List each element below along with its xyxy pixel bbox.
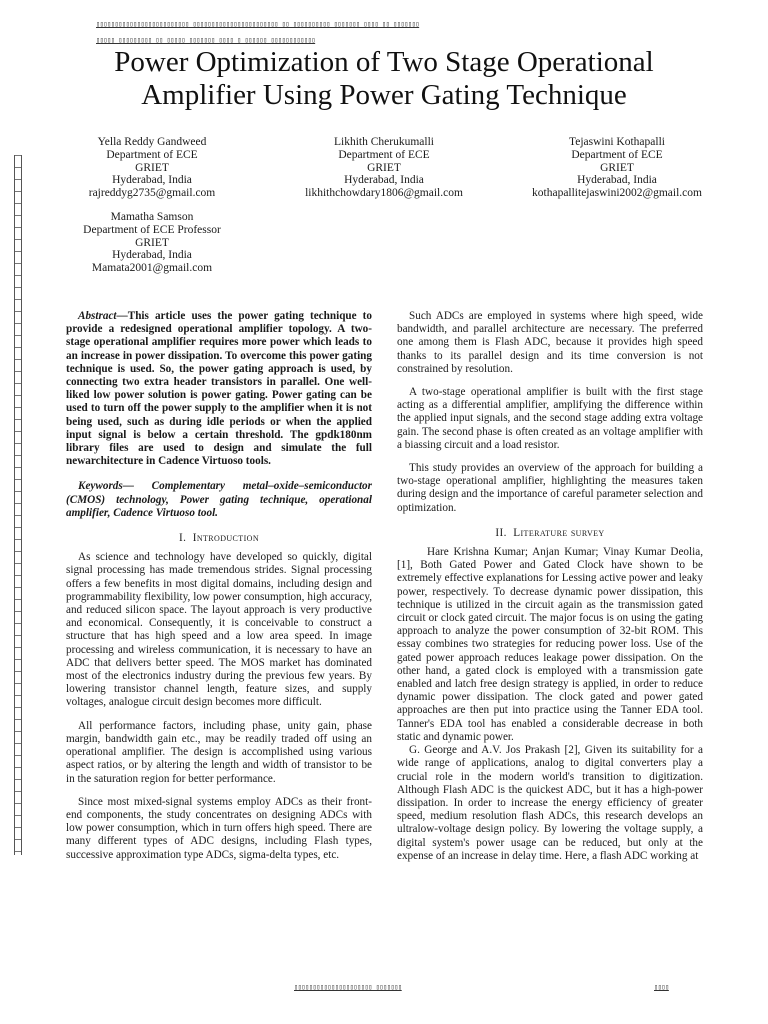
conference-header-line-2: ▯▯▯▯▯ ▯▯▯▯▯▯▯▯▯ ▯▯ ▯▯▯▯▯ ▯▯▯▯▯▯▯ ▯▯▯▯ ▯ ▯▯▯▯▯▯ ▯▯▯▯▯▯▯▯▯▯▯▯ <box>96 36 316 44</box>
author-email: kothapallitejaswini2002@gmail.com <box>532 187 702 200</box>
section-number: II. <box>495 526 507 539</box>
author-name: Likhith Cherukumalli <box>334 136 434 148</box>
author-email: Mamata2001@gmail.com <box>91 262 213 275</box>
abstract <box>66 310 372 468</box>
paragraph: As science and technology have developed so quickly, digital signal processing has made tremendous strides. Signal processing offers a few benefits in most digital domains, including design and programmability flexibility, low power consumption, high accuracy, and reduced silicon space. The layout approach is very productive and economical. Consequently, it is conceivable to construct a structure that has high speed and a low area speed. In image processing and wireless communication, it is necessary to have an ADC that delivers better speed. The MOS market has dominated most of the electronics industry during the previous few years. By lowering transistor channel length, feature sizes, and supply voltages, analogue circuit design becomes more difficult. <box>66 551 372 709</box>
author-institution: GRIET <box>367 161 401 174</box>
abstract-text: —This article uses the power gating technique to provide a redesigned operational amplifier topology. A two-stage operational amplifier requires more power which leads to an increase in power dissipation. To overcome this power gating technique is used. So, the power gating approach is used, by connecting two extra header transistors in parallel. One well-liked low power solution is power gating. Power gating can be used to turn off the power supply to the amplifier when it is not being used, such as during idle periods or when the applied input signal is below a certain threshold. The gpdk180nm library files are used to design and simulate the full newarchitecture in Cadence Virtuoso tools. <box>66 310 372 468</box>
paragraph: This study provides an overview of the approach for building a two-stage operational amplifier, highlighting the measures taken during design and the importance of careful parameter selection and optimization. <box>397 462 703 514</box>
footer-page-number: ▯▯▯▯ <box>654 983 669 991</box>
author-institution: GRIET <box>600 161 634 174</box>
section-number: I. <box>178 532 187 545</box>
author-city: Hyderabad, India <box>112 249 192 262</box>
author-city: Hyderabad, India <box>344 174 424 187</box>
paper-title: Power Optimization of Two Stage Operational Amplifier Using Power Gating Technique <box>114 46 654 111</box>
author-city: Hyderabad, India <box>577 174 657 187</box>
author-department: Department of ECE <box>106 148 198 161</box>
author-institution: GRIET <box>135 161 169 174</box>
abstract-label: Abstract <box>78 310 117 322</box>
author-block <box>274 136 494 200</box>
author-department: Department of ECE Professor <box>83 223 221 236</box>
conference-header-line-1: ▯▯▯▯▯▯▯▯▯▯▯▯▯▯▯▯▯▯▯▯▯▯▯▯▯ ▯▯▯▯▯▯▯▯▯▯▯▯▯▯▯▯▯▯▯▯▯▯▯ ▯▯ ▯▯▯▯▯▯▯▯▯▯ ▯▯▯▯▯▯▯ ▯▯▯▯ ▯▯ ▯▯▯▯▯▯▯ <box>96 20 420 28</box>
author-city: Hyderabad, India <box>112 174 192 187</box>
paragraph: All performance factors, including phase, unity gain, phase margin, bandwidth gain etc., may be readily traded off using an operational amplifier. The design is accomplished using various aspect ratios, or by altering the length and width of transistor to be in the saturation region for better performance. <box>66 719 372 785</box>
section-heading <box>397 527 703 540</box>
author-block <box>42 211 262 275</box>
author-email: likhithchowdary1806@gmail.com <box>305 187 463 200</box>
left-column <box>66 310 372 862</box>
author-name: Mamatha Samson <box>110 211 194 223</box>
section-title: Introduction <box>192 532 260 545</box>
author-institution: GRIET <box>135 236 169 249</box>
paragraph: A two-stage operational amplifier is built with the first stage acting as a differential amplifier, amplifying the difference within the applied input signals, and the second stage adding extra voltage gain. The second phase is often created as an voltage amplifier with a biassing circuit and a load resistor. <box>397 386 703 451</box>
author-department: Department of ECE <box>338 148 430 161</box>
keywords-label: Keywords <box>78 480 123 493</box>
author-name: Tejaswini Kothapalli <box>569 136 665 148</box>
paragraph: Such ADCs are employed in systems where high speed, wide bandwidth, and parallel architecture are necessary. The preferred one among them is Flash ADC, because it provides high speed thanks to its parallel design and its time conversion is not constrained by resolution. <box>397 310 703 375</box>
keywords <box>66 480 372 520</box>
author-name: Yella Reddy Gandweed <box>97 136 207 148</box>
section-title: Literature survey <box>513 526 605 539</box>
right-column <box>397 310 703 863</box>
author-email: rajreddyg2735@gmail.com <box>88 187 216 200</box>
paragraph: Since most mixed-signal systems employ ADCs as their front-end components, the study concentrates on designing ADCs with low power consumption, which in turn offers high speed. There are many different types of ADC designs, including Flash types, successive approximation type ADCs, sigma-delta types, etc. <box>66 795 372 861</box>
author-block <box>42 136 262 200</box>
author-department: Department of ECE <box>571 148 663 161</box>
footer-reference: ▯▯▯▯▯▯▯▯▯▯▯▯▯▯▯▯▯▯▯▯▯ ▯▯▯▯▯▯▯ <box>294 983 402 991</box>
keywords-text: — Complementary metal–oxide–semiconductor (CMOS) technology, Power gating technique, operational amplifier, Cadence Virtuoso tool. <box>66 480 372 519</box>
author-block <box>507 136 727 200</box>
paragraph: Hare Krishna Kumar; Anjan Kumar; Vinay Kumar Deolia, [1], Both Gated Power and Gated Clock have shown to be extremely effective explanations for Lessing active power and leaky power, respectively. To decrease dynamic power dissipation, this technique is utilized in the circuit again as the transmission gated circuit or clock gated circuit. The major focus is on using the gating approach to analyze the power consumption of 32-bit ROM. This essay combines two strategies for reducing power loss. Use of the gated power approach reduces leakage power dissipation. On the other hand, a gated clock is employed with a transmission gate enabled and latch free design strategy is applied, in order to reduce dynamic power dissipation. The clock gated and power gated approaches are then put into practice using the Tanner EDA tool. Tanner's EDA tool has enabled a considerable decrease in both static and dynamic power. <box>397 546 703 743</box>
side-watermark-strip <box>14 155 22 855</box>
paragraph: G. George and A.V. Jos Prakash [2], Given its suitability for a wide range of applications, analog to digital converters play a crucial role in the modern world's transition to digitization. Although Flash ADC is the quickest ADC, but it has a high-power dissipation. In order to increase the energy efficiency of greater speed, medium resolution flash ADCs, this research develops an ultralow-voltage design policy. By lowering the voltage supply, a digital system's power usage can be reduced, but only at the expense of an increase in delay time. Here, a flash ADC working at <box>397 744 703 862</box>
section-heading <box>66 532 372 545</box>
